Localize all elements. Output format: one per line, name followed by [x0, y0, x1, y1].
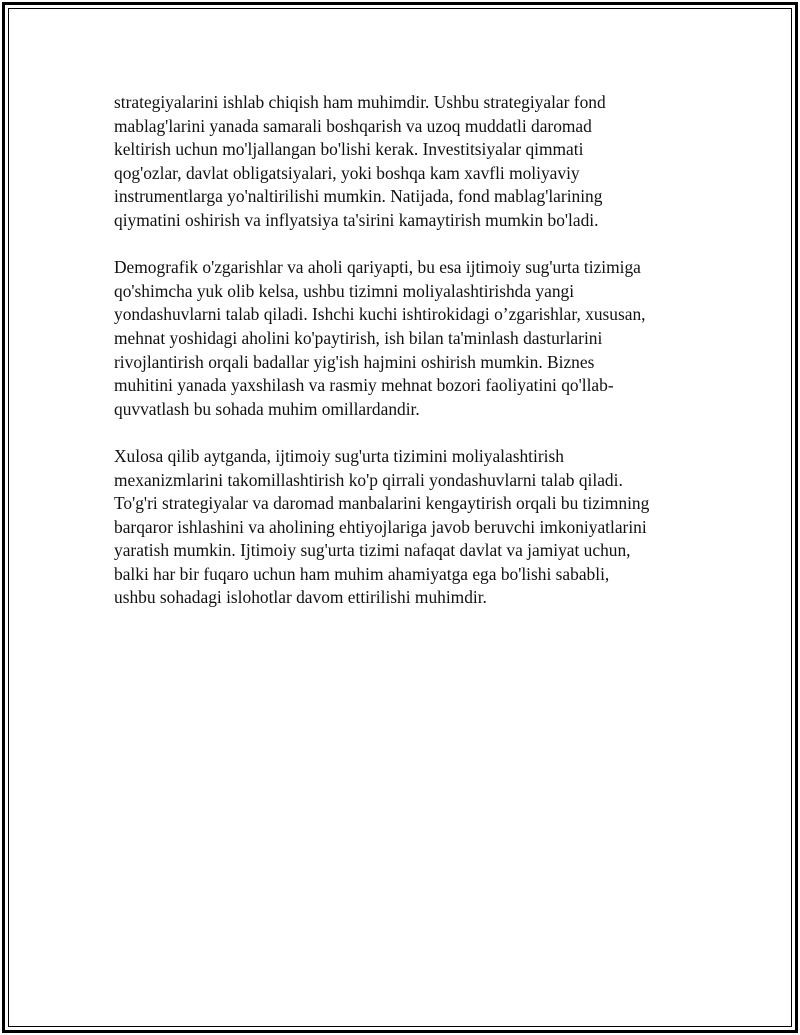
text-line: mexanizmlarini takomillashtirish ko'p qirrali yondashuvlarni talab qiladi. [114, 469, 623, 490]
text-line: ushbu sohadagi islohotlar davom ettirilishi muhimdir. [114, 587, 487, 608]
text-line: mablag'larini yanada samarali boshqarish va uzoq muddatli daromad [114, 115, 592, 136]
text-line: quvvatlash bu sohada muhim omillardandir. [114, 398, 420, 419]
text-line: Demografik o'zgarishlar va aholi qariyapti, bu esa ijtimoiy sug'urta tizimiga [114, 257, 641, 278]
document-body [114, 91, 694, 634]
text-line: qiymatini oshirish va inflyatsiya ta'sirini kamaytirish mumkin bo'ladi. [114, 209, 599, 230]
text-line: yaratish mumkin. Ijtimoiy sug'urta tizimi nafaqat davlat va jamiyat uchun, [114, 540, 631, 561]
paragraph-conclusion [114, 445, 694, 610]
text-line: rivojlantirish orqali badallar yig'ish hajmini oshirish mumkin. Biznes [114, 351, 595, 372]
text-line: barqaror ishlashini va aholining ehtiyojlariga javob beruvchi imkoniyatlarini [114, 516, 647, 537]
text-line: instrumentlarga yo'naltirilishi mumkin. Natijada, fond mablag'larining [114, 186, 603, 207]
paragraph-investment-strategies [114, 91, 694, 233]
text-line: To'g'ri strategiyalar va daromad manbalarini kengaytirish orqali bu tizimning [114, 493, 650, 514]
text-line: strategiyalarini ishlab chiqish ham muhimdir. Ushbu strategiyalar fond [114, 92, 606, 112]
text-line: muhitini yanada yaxshilash va rasmiy mehnat bozori faoliyatini qo'llab- [114, 375, 614, 396]
text-line: qo'shimcha yuk olib kelsa, ushbu tizimni moliyalashtirishda yangi [114, 280, 575, 301]
text-line: yondashuvlarni talab qiladi. Ishchi kuchi ishtirokidagi o’zgarishlar, xususan, [114, 304, 646, 325]
text-line: keltirish uchun mo'ljallangan bo'lishi kerak. Investitsiyalar qimmati [114, 139, 584, 160]
text-line: balki har bir fuqaro uchun ham muhim ahamiyatga ega bo'lishi sababli, [114, 563, 610, 584]
text-line: Xulosa qilib aytganda, ijtimoiy sug'urta tizimini moliyalashtirish [114, 445, 564, 466]
paragraph-demographic-changes [114, 256, 694, 421]
text-line: mehnat yoshidagi aholini ko'paytirish, ish bilan ta'minlash dasturlarini [114, 327, 603, 348]
text-line: qog'ozlar, davlat obligatsiyalari, yoki boshqa kam xavfli moliyaviy [114, 162, 580, 183]
